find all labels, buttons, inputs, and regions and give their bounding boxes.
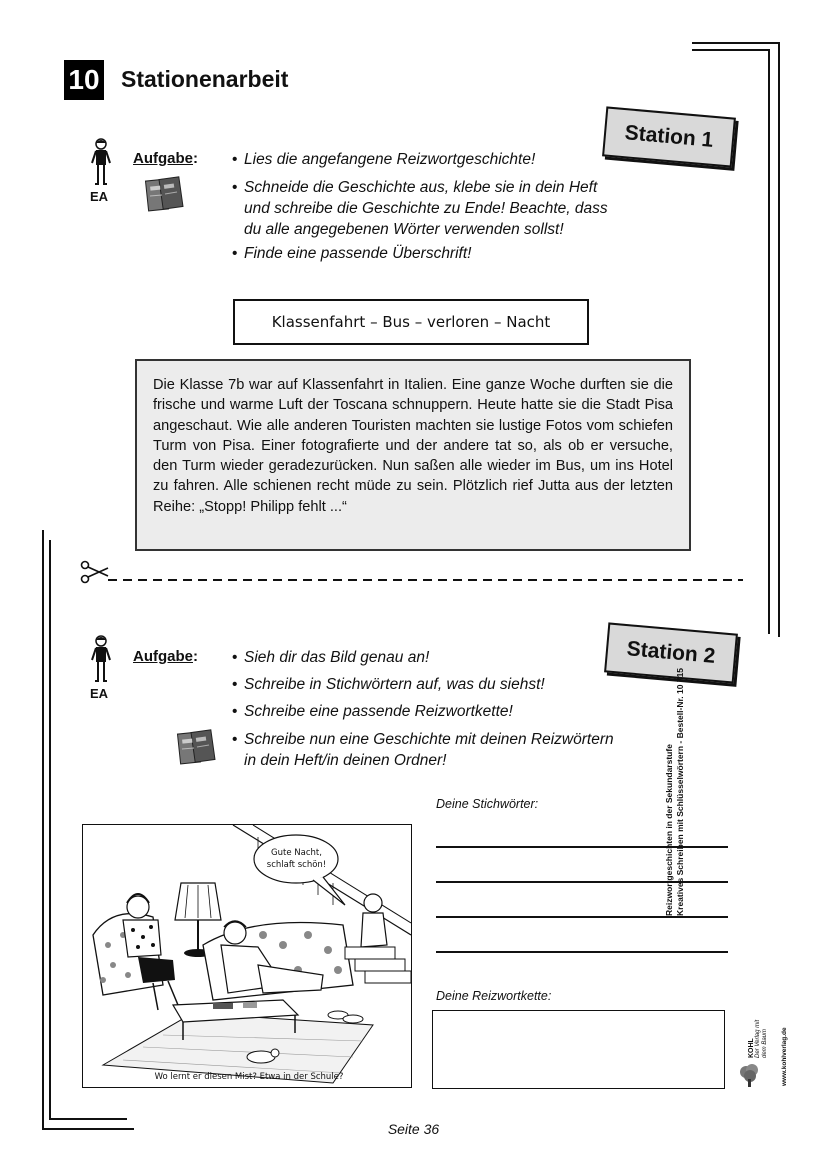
frame-left-line-inner [49,540,51,1118]
task-text: Schneide die Geschichte aus, klebe sie in dein Heft [244,179,598,196]
bullet: • [232,179,238,196]
reizwortkette-label: Deine Reizwortkette: [436,989,552,1003]
task-text: Lies die angefangene Reizwortgeschichte! [244,151,536,168]
stichwoerter-label: Deine Stichwörter: [436,797,539,811]
work-form-label: EA [90,686,109,701]
publisher-url[interactable]: www.kohlverlag.de [781,1027,788,1086]
notebook-icon [143,174,189,216]
frame-top-line-inner [692,49,770,51]
keyword-box: Klassenfahrt – Bus – verloren – Nacht [233,299,589,345]
side-publication-info [664,616,704,916]
student-icon [90,634,112,684]
bullet: • [232,676,238,693]
story-box: Die Klasse 7b war auf Klassenfahrt in Italien. Eine ganze Woche durften sie die frische und warme Luft der Toscana schnuppern. Heute hatte sie die Stadt Pisa angeschaut. Wie alle anderen Touristen machten sie lustige Fotos vom schiefen Turm von Pisa. Einer fotografierte und der andere tat so, als ob er versuche, den Turm wieder geradezurücken. Nun saßen alle wieder im Bus, um ins Hotel zu fahren. Alle schienen recht müde zu sein. Plötzlich rief Jutta aus der letzten Reihe: „Stopp! Philipp fehlt ...“ [135,359,691,551]
publisher-logo [748,1018,784,1058]
stichwort-line[interactable] [436,951,728,953]
frame-left-line [42,530,44,1130]
scissors-icon [80,560,110,584]
task-item [232,647,672,668]
station-2-label: Station 2 [604,622,738,683]
task-heading [133,648,198,666]
station-1-label: Station 1 [602,106,736,167]
bullet: • [232,245,238,262]
task-text: Schreibe eine passende Reizwortkette! [244,703,513,720]
task-text-line: und schreibe die Geschichte zu Ende! Beachte, dass [244,200,608,217]
task-item [232,149,652,170]
task-heading-colon: : [193,648,198,665]
task-heading-text: Aufgabe [133,648,193,665]
speech-line: schlaft schön! [266,860,327,870]
speech-line: Gute Nacht, [271,848,322,858]
student-icon [90,137,112,187]
task-item [232,701,672,722]
side-line-2: Kreatives Schreiben mit Schlüsselwörtern - Bestell-Nr. 10 715 [675,667,685,916]
chapter-number: 10 [64,60,104,100]
task-text: Schreibe in Stichwörtern auf, was du siehst! [244,676,545,693]
task-item [232,729,672,771]
stichwort-line[interactable] [436,916,728,918]
task-heading-text: Aufgabe [133,150,193,167]
publisher-slogan: Der Verlag mit dem Baum [755,1019,768,1058]
speech-bubble-text [259,847,334,871]
bullet: • [232,703,238,720]
task-text-line: du alle angegebenen Wörter verwenden sollst! [244,221,564,238]
notebook-icon [175,727,221,769]
task-text: Finde eine passende Überschrift! [244,245,472,262]
cartoon-illustration [82,824,412,1088]
frame-right-line [778,42,780,637]
task-heading [133,150,198,168]
bullet: • [232,649,238,666]
work-form-label: EA [90,189,109,204]
cut-line [108,577,743,583]
task-text-line: in dein Heft/in deinen Ordner! [244,752,447,769]
task-heading-colon: : [193,150,198,167]
page-number: Seite 36 [387,1121,440,1137]
frame-bottom-line-inner [49,1118,127,1120]
tree-logo-icon [738,1062,760,1088]
reizwortkette-box[interactable] [432,1010,725,1089]
frame-top-line [692,42,780,44]
frame-right-line-inner [768,49,770,634]
bullet: • [232,151,238,168]
task-item [232,177,652,240]
side-line-1: Reizwortgeschichten in der Sekundarstufe [664,744,674,916]
chapter-title: Stationenarbeit [121,66,289,92]
task-text: Sieh dir das Bild genau an! [244,649,430,666]
bullet: • [232,731,238,748]
task-item [232,243,652,264]
publisher-name: KOHL [748,1038,755,1058]
cartoon-drawing [83,825,411,1087]
task-text: Schreibe nun eine Geschichte mit deinen Reizwörtern [244,731,614,748]
cartoon-caption: Wo lernt er diesen Mist? Etwa in der Schule? [154,1072,344,1082]
task-item [232,674,672,695]
